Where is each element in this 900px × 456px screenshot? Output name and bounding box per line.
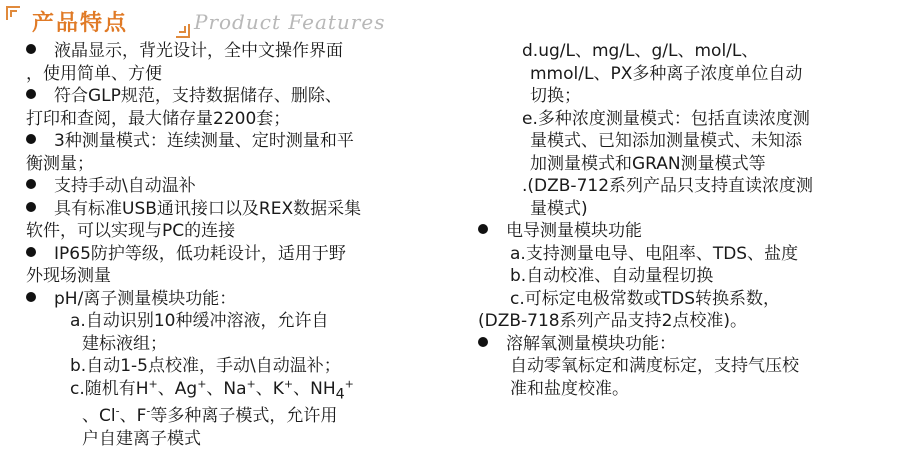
bullet-icon: [26, 179, 36, 189]
sub-item-b: b.自动校准、自动量程切换: [510, 266, 714, 286]
feature-item-modes: [26, 130, 466, 175]
section-title-chinese: 产品特点: [32, 11, 129, 36]
sub-item-note: (DZB-718系列产品支持2点校准)。: [478, 311, 748, 331]
sub-item-a-cont: 建标液组；: [82, 333, 167, 354]
sub-item-d-cont2: 切换；: [530, 86, 581, 106]
features-right-column: [478, 40, 888, 400]
feature-item-display: [26, 40, 466, 85]
sub-item-d-cont: mmol/L、PX多种离子浓度单位自动: [530, 63, 803, 84]
corner-ornament-bottom-right-inner: [179, 26, 186, 33]
feature-item-dissolved-oxygen: [478, 333, 888, 401]
feature-text-cont: 外现场测量: [26, 266, 111, 286]
bullet-icon: [26, 202, 36, 212]
corner-ornament-top-left-inner: [10, 10, 17, 17]
sub-item-e-note: .(DZB-712系列产品只支持直读浓度测: [522, 176, 814, 196]
sub-item-c: c.随机有H+、Ag+、Na+、K+、$NH_4^+$: [70, 376, 354, 402]
bullet-icon: [26, 292, 36, 302]
feature-item-glp: [26, 85, 466, 130]
feature-text-cont: 软件，可以实现与PC的连接: [26, 221, 236, 241]
feature-text-cont: 打印和查阅，最大储存量2200套；: [26, 108, 291, 129]
feature-item-ph-ion: [26, 288, 466, 451]
feature-item-usb: [26, 198, 466, 243]
feature-text-cont: 自动零氧标定和满度标定，支持气压校: [510, 356, 799, 376]
bullet-icon: [478, 337, 488, 347]
section-title-english: Product Features: [194, 10, 386, 34]
sub-item-a: a.自动识别10种缓冲溶液，允许自: [70, 311, 329, 331]
feature-item-ip65: [26, 243, 466, 288]
feature-text: 符合GLP规范，支持数据储存、删除、: [54, 86, 342, 106]
feature-text: 3种测量模式：连续测量、定时测量和平: [54, 131, 354, 151]
feature-text: 液晶显示，背光设计，全中文操作界面: [54, 41, 343, 61]
sub-item-c-cont: 、Cl-、F-等多种离子模式，允许用: [82, 404, 338, 427]
feature-text: pH/离子测量模块功能：: [54, 288, 237, 309]
feature-text-cont2: 准和盐度校准。: [510, 378, 629, 399]
bullet-icon: [26, 44, 36, 54]
features-left-column: [26, 40, 466, 450]
bullet-icon: [26, 247, 36, 257]
sub-item-a: a.支持测量电导、电阻率、TDS、盐度: [510, 243, 799, 264]
sub-item-e-cont: 量模式、已知添加测量模式、未知添: [530, 131, 802, 151]
sub-item-e-note-cont: 量模式): [530, 198, 588, 219]
feature-item-temp-comp: [26, 175, 466, 198]
feature-text: IP65防护等级，低功耗设计，适用于野: [54, 243, 346, 264]
sub-item-c: c.可标定电极常数或TDS转换系数，: [510, 288, 781, 309]
feature-text-cont: ，使用简单、方便: [26, 63, 162, 84]
sub-item-e: e.多种浓度测量模式：包括直读浓度测: [522, 108, 810, 129]
bullet-icon: [26, 134, 36, 144]
bullet-icon: [478, 224, 488, 234]
section-header: [4, 2, 424, 38]
sub-item-c-cont2: 户自建离子模式: [82, 428, 201, 449]
feature-text: 具有标准USB通讯接口以及REX数据采集: [54, 198, 362, 219]
sub-item-e-cont2: 加测量模式和GRAN测量模式等: [530, 153, 766, 174]
feature-item-conductivity: [478, 220, 888, 333]
sub-item-b: b.自动1-5点校准，手动\自动温补；: [70, 356, 341, 376]
bullet-icon: [26, 89, 36, 99]
feature-text: 溶解氧测量模块功能：: [506, 333, 676, 354]
sub-item-d: d.ug/L、mg/L、g/L、mol/L、: [522, 41, 759, 61]
feature-text-cont: 衡测量；: [26, 153, 94, 174]
feature-text: 支持手动\自动温补: [54, 176, 196, 196]
feature-text: 电导测量模块功能: [506, 221, 642, 241]
